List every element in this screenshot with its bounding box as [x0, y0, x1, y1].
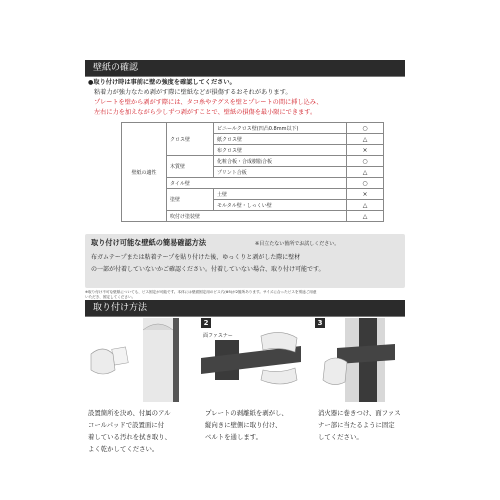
step-3-line-3: してください。 — [318, 433, 363, 441]
section-title: 壁紙の確認 — [93, 63, 139, 73]
table-mark: × — [347, 145, 384, 156]
step-2-line-3: ベルトを通します。 — [205, 433, 263, 441]
table-item: プリント合板 — [214, 167, 347, 178]
table-mark: ○ — [347, 156, 384, 167]
section-header-installation — [85, 300, 405, 316]
box-text — [91, 252, 325, 276]
header-underline — [85, 76, 405, 77]
step-1-line-4: よく乾かしてください。 — [88, 445, 159, 453]
step-1-line-2: コールパッドで設置面に付 — [88, 421, 165, 429]
step-1-line-1: 設置箇所を決め、付属のアル — [88, 409, 171, 417]
table-side-label: 壁紙の適性 — [122, 123, 167, 222]
step-3-illustration — [315, 318, 417, 402]
table-mark: △ — [347, 167, 384, 178]
extinguisher-body — [143, 318, 173, 402]
step-2-text — [205, 407, 288, 443]
table-genre: クロス壁 — [167, 123, 214, 156]
step-2-line-1: プレートの剥離紙を剥がし、 — [205, 409, 288, 417]
table-item: 土壁 — [214, 189, 347, 200]
table-item: ビニールクロス壁(凹凸0.8mm以下) — [214, 123, 347, 134]
footnote-line-1: ※取り付け不可な壁紙についても、ビス固定が可能です。本体には壁面固定用のビス穴(Φ5)が2箇所あります。サイズに合ったビスを別途ご用意 — [85, 290, 317, 294]
step-2-number: 2 — [201, 318, 211, 328]
table-genre: タイル壁 — [167, 178, 347, 189]
hook-fastener-label: 面ファスナー — [203, 333, 233, 339]
footnote — [85, 290, 317, 300]
table-genre: 吹付け塗装壁 — [167, 211, 347, 222]
footnote-line-2: いただき、固定してください。 — [85, 295, 136, 299]
box-note: ※目立たない箇所でお試しください。 — [255, 241, 340, 247]
table-mark: △ — [347, 211, 384, 222]
step-1-illustration — [85, 318, 187, 402]
table-mark: ○ — [347, 178, 384, 189]
table-mark: △ — [347, 200, 384, 211]
step-2-illustration — [201, 318, 303, 402]
step-1-text — [88, 407, 171, 455]
step-3-line-1: 消火器に巻きつけ、面ファス — [318, 409, 401, 417]
table-item: モルタル壁・しっくい壁 — [214, 200, 347, 211]
table-mark: ○ — [347, 123, 384, 134]
header-underline — [85, 316, 405, 317]
table-row — [122, 123, 384, 134]
step-2-line-2: 縦向きに壁側に取り付け、 — [205, 421, 282, 429]
table-genre: 木質壁 — [167, 156, 214, 178]
hand — [323, 358, 347, 385]
step-1-line-3: 着している汚れを拭き取り、 — [88, 433, 172, 441]
section-header-wallpaper-check — [85, 60, 405, 76]
mount-belt — [173, 318, 179, 402]
table-mark: △ — [347, 134, 384, 145]
intro-line-3: プレートを壁から剥がす際には、タコ糸やテグスを壁とプレートの間に挿し込み、 — [94, 99, 323, 106]
table-item: 布クロス壁 — [214, 145, 347, 156]
table-item: 紙クロス壁 — [214, 134, 347, 145]
table-mark: × — [347, 189, 384, 200]
box-title: 取り付け可能な壁紙の簡易確認方法 — [91, 238, 207, 247]
table-genre: 塗壁 — [167, 189, 214, 211]
hand — [91, 349, 115, 374]
box-line-1: 布ガムテープまたは粘着テープを貼り付けた後、ゆっくりと剥がした際に壁材 — [91, 254, 301, 261]
intro-line-4: 左右に力を加えながら少しずつ剥がすことで、壁紙の損傷を最小限にできます。 — [94, 109, 317, 116]
section-title: 取り付け方法 — [93, 303, 148, 313]
step-3-line-2: ナー部に当たるように固定 — [318, 421, 395, 429]
wallpaper-compatibility-table — [121, 122, 384, 222]
intro-line-2: 粘着力が強力なため剥がす際に壁紙などが損傷するおそれがあります。 — [94, 89, 292, 96]
step-3-text — [318, 407, 401, 443]
box-line-2: の一部が付着していないかご確認ください。付着していない場合、取り付け可能です。 — [91, 266, 325, 273]
simple-check-box — [85, 234, 405, 288]
table-item: 化粧合板・合成樹脂合板 — [214, 156, 347, 167]
step-3-number: 3 — [315, 318, 325, 328]
intro-line-1: ●取り付け時は事前に壁の強度を確認してください。 — [88, 79, 236, 86]
